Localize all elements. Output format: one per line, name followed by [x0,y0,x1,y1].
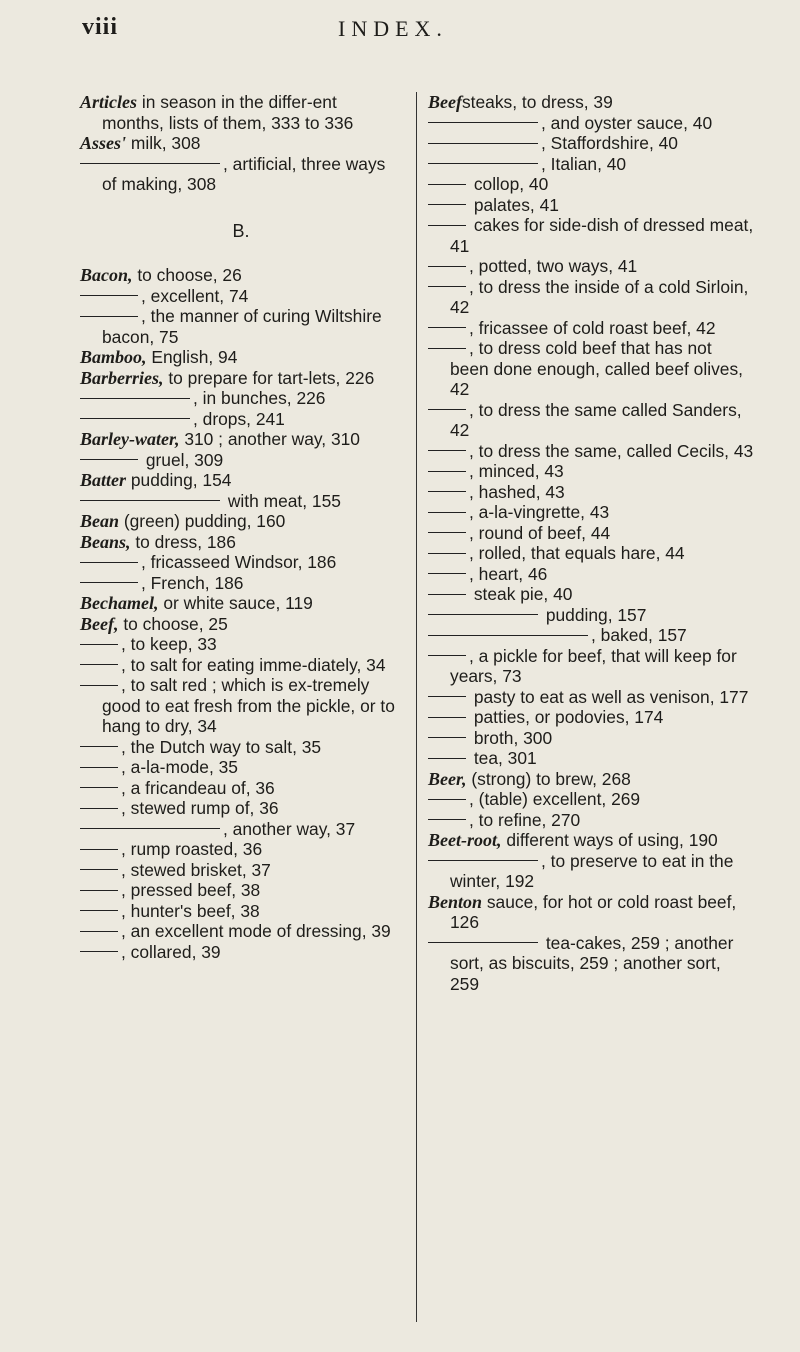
ditto-dash [80,562,138,563]
entry-text: tea, 301 [469,748,537,768]
entry-text: milk, 308 [126,133,201,153]
left-column [80,92,402,962]
index-entry [428,728,754,749]
index-entry [428,523,754,544]
index-entry [80,532,402,553]
ditto-dash [428,655,466,656]
index-entry [428,461,754,482]
entry-headword: Beans, [80,531,131,552]
entry-text: broth, 300 [469,727,553,748]
index-entry [428,92,754,113]
index-entry [80,450,402,471]
ditto-dash [80,931,118,932]
index-entry [80,573,402,594]
entry-text: , another way, 37 [223,818,356,839]
index-entry [428,113,754,134]
index-entry [80,737,402,758]
index-entry [80,921,402,942]
ditto-dash [428,860,538,861]
ditto-dash [80,910,118,911]
ditto-dash [428,471,466,472]
entry-headword: Beet-root, [428,830,502,850]
index-entry [80,154,402,195]
entry-text: pudding, 154 [126,470,232,490]
ditto-dash [428,799,466,800]
entry-headword: Beer, [428,768,467,789]
ditto-dash [80,295,138,296]
index-entry [428,543,754,564]
index-entry [428,584,754,605]
index-entry [80,286,402,307]
entry-text: , Staffordshire, 40 [541,133,678,153]
entry-text: , a pickle for beef, that will keep for years, 73 [450,645,737,686]
index-entry [80,901,402,922]
entry-text: , to dress the same, called Cecils, 43 [469,440,754,461]
index-entry [80,552,402,573]
entry-text: , the manner of curing Wiltshire bacon, 75 [102,306,382,347]
entry-text: , an excellent mode of dressing, 39 [121,921,391,941]
ditto-dash [80,869,118,870]
entry-text: , round of beef, 44 [469,522,611,543]
entry-text: 310 ; another way, 310 [179,429,360,449]
index-entry [80,614,402,635]
entry-text: , stewed brisket, 37 [121,859,271,880]
entry-text: palates, 41 [469,194,559,215]
index-entry [428,830,754,851]
index-entry [428,154,754,175]
ditto-dash [428,225,466,226]
entry-headword: Bechamel, [80,593,159,613]
entry-headword: Bamboo, [80,347,147,367]
ditto-dash [428,553,466,554]
entry-text: , stewed rump of, 36 [121,798,279,818]
ditto-dash [80,951,118,952]
entry-text: , minced, 43 [469,461,564,481]
entry-text: , to salt red ; which is ex-tremely good to eat fresh from the pickle, or to hang to dry, 34 [102,675,395,736]
ditto-dash [428,532,466,533]
index-entry [428,789,754,810]
index-entry [80,388,402,409]
ditto-dash [80,890,118,891]
index-entry [428,277,754,318]
entry-text: , baked, 157 [591,625,687,645]
index-entry [80,511,402,532]
left-entries-a [80,92,402,195]
entry-headword: Barley-water, [80,429,180,449]
entry-text: collop, 40 [469,174,549,194]
ditto-dash [428,758,466,759]
index-entry [428,215,754,256]
entry-text: , fricassee of cold roast beef, 42 [469,317,716,338]
index-entry [80,429,402,450]
ditto-dash [428,143,538,144]
index-entry [80,634,402,655]
index-entry [80,133,402,154]
entry-text: to dress, 186 [130,531,236,552]
entry-text: , to salt for eating imme-diately, 34 [121,654,386,675]
index-entry [428,502,754,523]
ditto-dash [428,717,466,718]
ditto-dash [428,512,466,513]
index-entry [428,482,754,503]
index-entry [80,470,402,491]
index-entry [428,687,754,708]
ditto-dash [80,398,190,399]
index-entry [428,400,754,441]
entry-text: , rump roasted, 36 [121,839,263,859]
ditto-dash [428,204,466,205]
entry-text: , in bunches, 226 [193,388,326,408]
ditto-dash [428,737,466,738]
page-header [0,6,800,56]
entry-text: , to preserve to eat in the winter, 192 [450,850,734,891]
entry-text: , to dress cold beef that has not been done enough, called beef olives, 42 [450,338,743,399]
index-entry [428,810,754,831]
ditto-dash [428,450,466,451]
entry-text: to prepare for tart-lets, 226 [163,367,375,388]
entry-text: , drops, 241 [193,408,285,429]
ditto-dash [80,849,118,850]
ditto-dash [80,316,138,317]
entry-text: , (table) excellent, 269 [469,789,641,809]
entry-text: , potted, two ways, 41 [469,256,638,276]
entry-text: , heart, 46 [469,563,548,584]
ditto-dash [428,696,466,697]
index-entry [428,256,754,277]
ditto-dash [80,500,220,501]
entry-text: , to dress the same called Sanders, 42 [450,399,742,440]
index-entry [428,933,754,995]
index-entry [80,593,402,614]
index-entry [428,441,754,462]
entry-headword: Asses' [80,133,127,153]
index-entry [80,860,402,881]
index-entry [80,778,402,799]
index-entry [80,347,402,368]
entry-text: , pressed beef, 38 [121,880,261,900]
index-entry [428,338,754,400]
index-entry [428,174,754,195]
entry-text: , hashed, 43 [469,481,565,502]
entry-text: , Italian, 40 [541,153,627,174]
entry-text: , artificial, three ways of making, 308 [102,153,386,194]
entry-headword: Beef [428,92,462,112]
entry-text: (strong) to brew, 268 [466,768,631,789]
entry-text: steak pie, 40 [469,584,573,604]
index-entry [428,769,754,790]
entry-text: with meat, 155 [223,490,341,511]
entry-text: tea-cakes, 259 ; another sort, as biscuits, 259 ; another sort, 259 [450,932,734,994]
ditto-dash [80,459,138,460]
ditto-dash [428,409,466,410]
index-entry [428,564,754,585]
ditto-dash [80,582,138,583]
index-entry [80,92,402,133]
ditto-dash [80,746,118,747]
index-entry [80,880,402,901]
index-entry [428,748,754,769]
entry-text: or white sauce, 119 [158,593,313,613]
ditto-dash [80,767,118,768]
ditto-dash [80,163,220,164]
entry-headword: Barberries, [80,367,164,388]
entry-text: , rolled, that equals hare, 44 [469,543,685,563]
ditto-dash [428,819,466,820]
ditto-dash [428,594,466,595]
entry-text: pasty to eat as well as venison, 177 [469,686,749,707]
index-entry [428,707,754,728]
index-entry [428,195,754,216]
index-entry [80,757,402,778]
ditto-dash [428,266,466,267]
right-column [428,92,754,994]
entry-headword: Bean [80,511,120,531]
ditto-dash [80,685,118,686]
entry-headword: Batter [80,470,127,490]
ditto-dash [428,327,466,328]
entry-text: , French, 186 [141,572,244,593]
entry-text: sauce, for hot or cold roast beef, 126 [450,891,737,932]
index-entry [428,605,754,626]
index-entry [428,625,754,646]
ditto-dash [428,348,466,349]
entry-text: patties, or podovies, 174 [469,707,664,727]
index-entry [428,851,754,892]
index-entry [80,675,402,737]
entry-text: , to refine, 270 [469,809,581,830]
index-entry [80,265,402,286]
ditto-dash [428,573,466,574]
ditto-dash [80,644,118,645]
entry-text: cakes for side-dish of dressed meat, 41 [450,215,754,256]
index-entry [428,646,754,687]
entry-text: to choose, 26 [132,265,242,285]
entry-text: , a-la-mode, 35 [121,757,238,777]
ditto-dash [428,122,538,123]
entry-text: , the Dutch way to salt, 35 [121,736,322,757]
entry-headword: Beef, [80,613,119,634]
entry-text: , a-la-vingrette, 43 [469,502,610,522]
entry-text: English, 94 [146,347,238,367]
left-entries-b [80,265,402,962]
right-entries [428,92,754,994]
index-entry [428,133,754,154]
index-entry [80,409,402,430]
entry-headword: Articles [80,92,137,112]
running-head: INDEX. [338,16,448,41]
column-divider [416,92,417,1322]
ditto-dash [428,163,538,164]
ditto-dash [428,491,466,492]
index-entry [80,491,402,512]
ditto-dash [428,635,588,636]
index-entry [428,318,754,339]
entry-text: , and oyster sauce, 40 [541,112,713,133]
entry-text: , hunter's beef, 38 [121,900,260,921]
entry-text: , collared, 39 [121,941,221,962]
index-entry [80,942,402,963]
page-number: viii [82,14,119,40]
entry-text: , fricasseed Windsor, 186 [141,552,337,572]
entry-headword: Benton [428,891,483,912]
entry-text: , excellent, 74 [141,285,249,306]
index-entry [80,798,402,819]
index-entry [428,892,754,933]
ditto-dash [80,808,118,809]
ditto-dash [428,286,466,287]
index-entry [80,819,402,840]
index-entry [80,839,402,860]
entry-text: (green) pudding, 160 [119,511,286,531]
section-letter: B. [232,220,250,241]
entry-text: in season in the differ-ent months, lists of them, 333 to 336 [102,92,354,133]
ditto-dash [80,787,118,788]
entry-text: different ways of using, 190 [501,830,718,850]
ditto-dash [80,828,220,829]
entry-headword: Bacon, [80,265,133,285]
ditto-dash [80,664,118,665]
entry-text: gruel, 309 [141,449,224,470]
ditto-dash [428,942,538,943]
ditto-dash [428,614,538,615]
ditto-dash [80,418,190,419]
index-entry [80,368,402,389]
index-entry [80,655,402,676]
index-entry [80,306,402,347]
entry-text: , a fricandeau of, 36 [121,777,275,798]
entry-text: , to dress the inside of a cold Sirloin, 42 [450,276,749,317]
entry-text: to choose, 25 [118,613,228,634]
entry-text: , to keep, 33 [121,634,217,654]
entry-text: pudding, 157 [541,604,647,625]
ditto-dash [428,184,466,185]
entry-text: steaks, to dress, 39 [461,92,613,112]
